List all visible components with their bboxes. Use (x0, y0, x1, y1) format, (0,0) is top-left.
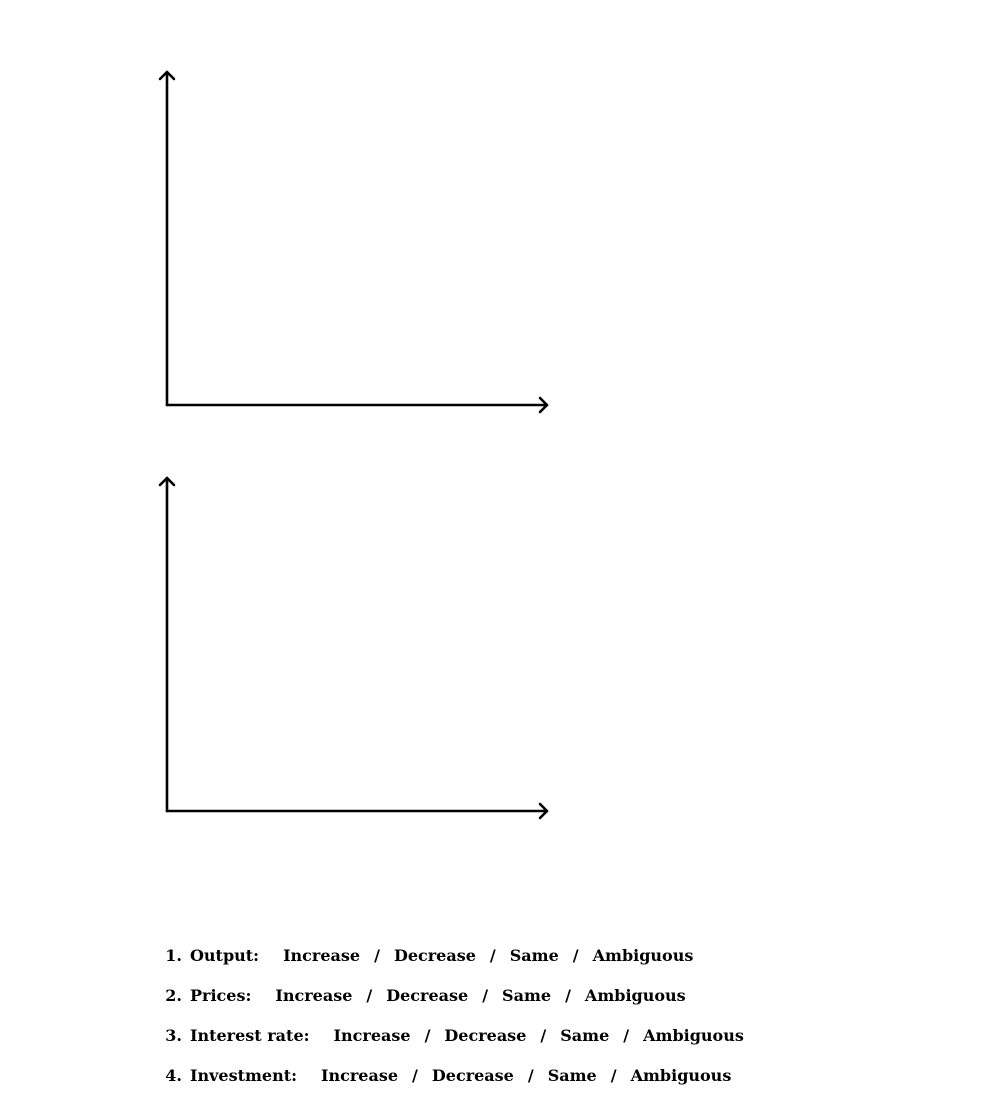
graph-1-axes (160, 72, 547, 412)
question-investment (143, 1043, 744, 1083)
option-separator: / (572, 946, 579, 965)
question-interest-rate (143, 1003, 744, 1043)
option-separator: / (366, 986, 373, 1005)
question-label: Investment: (189, 1066, 298, 1085)
option-decrease[interactable]: Decrease (444, 1026, 527, 1045)
question-output (143, 923, 744, 963)
option-ambiguous[interactable]: Ambiguous (630, 1066, 732, 1085)
option-separator: / (623, 1026, 630, 1045)
option-decrease[interactable]: Decrease (431, 1066, 514, 1085)
option-ambiguous[interactable]: Ambiguous (584, 986, 686, 1005)
question-prices (143, 963, 744, 1003)
question-number: 2. (165, 986, 182, 1005)
question-number: 3. (165, 1026, 182, 1045)
question-label: Prices: (189, 986, 252, 1005)
option-decrease[interactable]: Decrease (386, 986, 469, 1005)
option-separator: / (482, 986, 489, 1005)
answer-list (143, 923, 744, 1083)
option-increase[interactable]: Increase (321, 1066, 399, 1085)
option-same[interactable]: Same (509, 946, 559, 965)
option-same[interactable]: Same (502, 986, 552, 1005)
option-separator: / (610, 1066, 617, 1085)
question-number: 1. (165, 946, 182, 965)
option-increase[interactable]: Increase (275, 986, 353, 1005)
option-decrease[interactable]: Decrease (393, 946, 476, 965)
question-number: 4. (165, 1066, 182, 1085)
option-separator: / (374, 946, 380, 965)
question-label: Interest rate: (189, 1026, 310, 1045)
option-increase[interactable]: Increase (283, 946, 361, 965)
option-same[interactable]: Same (560, 1026, 610, 1045)
option-separator: / (540, 1026, 547, 1045)
option-same[interactable]: Same (547, 1066, 597, 1085)
option-separator: / (565, 986, 571, 1005)
question-label: Output: (189, 946, 260, 965)
option-separator: / (424, 1026, 431, 1045)
option-ambiguous[interactable]: Ambiguous (643, 1026, 744, 1045)
option-ambiguous[interactable]: Ambiguous (592, 946, 694, 965)
option-separator: / (527, 1066, 534, 1085)
option-separator: / (489, 946, 496, 965)
option-increase[interactable]: Increase (333, 1026, 411, 1045)
option-separator: / (412, 1066, 418, 1085)
graph-2-axes (160, 478, 547, 818)
